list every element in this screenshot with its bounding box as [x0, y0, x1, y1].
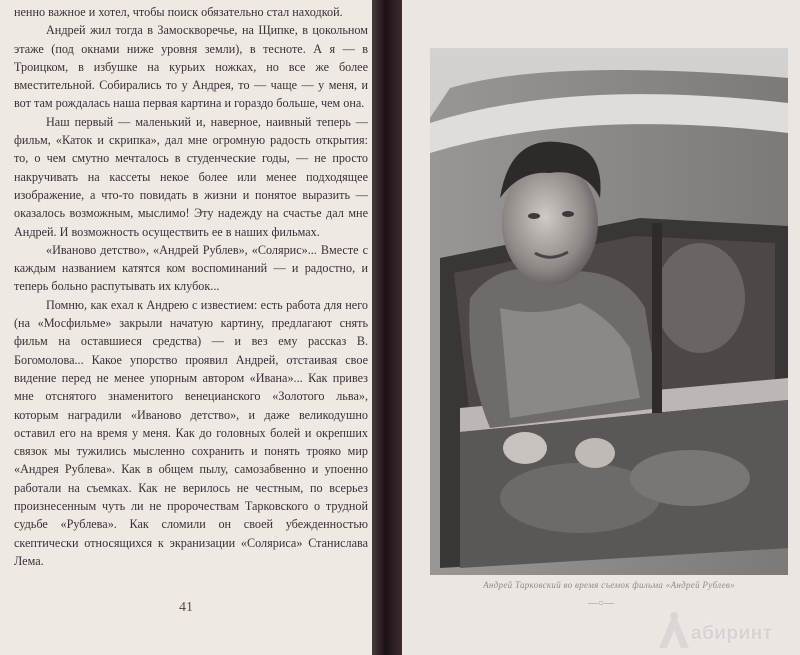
paragraph: Андрей жил тогда в Замоскворечье, на Щипке, в цокольном этаже (под окнами ниже уровня земли), в тесноте. А я — в Троицком, в избушке на курьих ножках, но все же более вместительной. Собирались то у Андрея, то — чаще — у меня, и вот там рождалась наша первая картина и гораздо больше, чем она. — [14, 23, 368, 111]
book-gutter — [372, 0, 402, 655]
right-page — [402, 0, 800, 655]
watermark-text: абиринт — [691, 623, 773, 644]
photo-illustration — [430, 48, 788, 575]
watermark — [655, 610, 795, 650]
paragraph: ненно важное и хотел, чтобы поиск обязательно стал находкой. — [14, 5, 343, 19]
page-ornament: —○— — [587, 598, 615, 609]
labirint-figure-icon — [655, 610, 693, 650]
photo — [430, 48, 788, 575]
body-text — [14, 3, 368, 570]
paragraph: Наш первый — маленький и, наверное, наивный теперь — фильм, «Каток и скрипка», дал мне огромную радость открытия: то, о чем смутно мечталось в студенческие годы, — не просто накручивать на кассеты некое более или менее подходящее изображение, а что-то повидать в жизни и понятое выразить — оказалось возможным, мыслимо! Эту надежду на счастье дал мне Андрей. И возможность осуществить ее в наших фильмах. — [14, 114, 368, 239]
left-page — [0, 0, 372, 655]
photo-caption: Андрей Тарковский во время съемок фильма «Андрей Рублев» — [483, 580, 735, 590]
paragraph: Помню, как ехал к Андрею с известием: есть работа для него (на «Мосфильме» закрыли начатую картину, предлагают снять фильм на оставшиеся средства) — и вез ему рассказ В. Богомолова... Какое упорство проявил Андрей, отстаивая свое видение перед не менее упорным автором «Ивана»... Как привез мне отснятого знаменитого венецианского «Золотого льва», которым наградили «Иваново детство», и даже великодушно оставил его на время у меня. Как до головных болей и окрепших связок мы тужились мысленно сохранить и понять трояко мир «Андрея Рублева». Как в общем пылу, самозабвенно и упоенно работали на съемках. Как не верилось не честным, по всерьез произнесенным чуть ли не пророчествам Тарковского о трудной судьбе «Рублева». Как сломили он своей убежденностью скептически относящихся к экранизации «Соляриса» Станислава Лема. — [14, 297, 368, 568]
paragraph: «Иваново детство», «Андрей Рублев», «Солярис»... Вместе с каждым названием катятся ком воспоминаний — и радостно, и теперь больно распутывать их клубок... — [14, 242, 368, 294]
page-number: 41 — [179, 600, 193, 615]
